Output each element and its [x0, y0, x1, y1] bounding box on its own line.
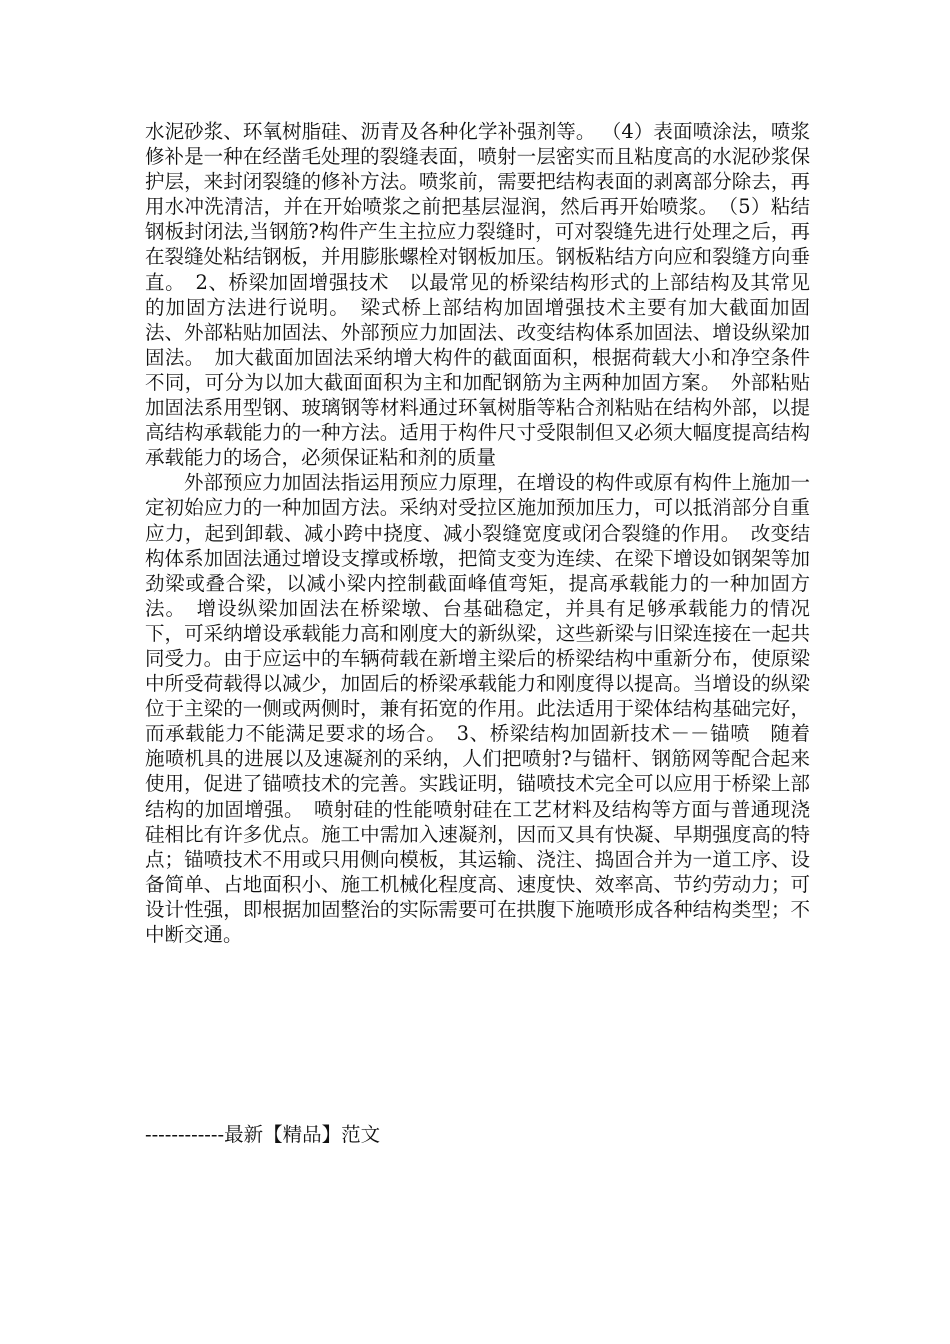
document-body — [145, 119, 810, 947]
footer-text: ------------最新【精品】范文 — [145, 1123, 381, 1146]
paragraph-1: 水泥砂浆、环氧树脂硅、沥青及各种化学补强剂等。 （4）表面喷涂法，喷浆修补是一种在经凿毛处理的裂缝表面，喷射一层密实而且粘度高的水泥砂浆保护层，来封闭裂缝的修补方法。喷浆前，需要把结构表面的剥离部分除去，再用水冲洗清洁，并在开始喷浆之前把基层湿润，然后再开始喷浆。 （5）粘结钢板封闭法,当钢筋?构件产生主拉应力裂缝时，可对裂缝先进行处理之后，再在裂缝处粘结钢板，并用膨胀螺栓对钢板加压。钢板粘结方向应和裂缝方向垂直。 2、桥梁加固增强技术 以最常见的桥梁结构形式的上部结构及其常见的加固方法进行说明。 梁式桥上部结构加固增强技术主要有加大截面加固法、外部粘贴加固法、外部预应力加固法、改变结构体系加固法、增设纵梁加固法。 加大截面加固法采纳增大构件的截面面积，根据荷载大小和净空条件不同，可分为以加大截面面积为主和加配钢筋为主两种加固方案。 外部粘贴加固法系用型钢、玻璃钢等材料通过环氧树脂等粘合剂粘贴在结构外部，以提高结构承载能力的一种方法。适用于构件尺寸受限制但又必须大幅度提高结构承载能力的场合，必须保证粘和剂的质量 — [145, 120, 810, 470]
paragraph-2: 外部预应力加固法指运用预应力原理，在增设的构件或原有构件上施加一定初始应力的一种加固方法。采纳对受拉区施加预加压力，可以抵消部分自重应力，起到卸载、减小跨中挠度、减小裂缝宽度或闭合裂缝的作用。 改变结构体系加固法通过增设支撑或桥墩，把简支变为连续、在梁下增设如钢架等加劲梁或叠合梁，以减小梁内控制截面峰值弯矩，提高承载能力的一种加固方法。 增设纵梁加固法在桥梁墩、台基础稳定，并具有足够承载能力的情况下，可采纳增设承载能力高和刚度大的新纵梁，这些新梁与旧梁连接在一起共同受力。由于应运中的车辆荷载在新增主梁后的桥梁结构中重新分布，使原梁中所受荷载得以减少，加固后的桥梁承载能力和刚度得以提高。当增设的纵梁位于主梁的一侧或两侧时，兼有拓宽的作用。此法适用于梁体结构基础完好，而承载能力不能满足要求的场合。 3、桥梁结构加固新技术－－锚喷 随着施喷机具的进展以及速凝剂的采纳，人们把喷射?与锚杆、钢筋网等配合起来使用，促进了锚喷技术的完善。实践证明，锚喷技术完全可以应用于桥梁上部结构的加固增强。 喷射硅的性能喷射硅在工艺材料及结构等方面与普通现浇硅相比有许多优点。施工中需加入速凝剂，因而又具有快凝、早期强度高的特点；锚喷技术不用或只用侧向模板，其运输、浇注、捣固合并为一道工序、设备简单、占地面积小、施工机械化程度高、速度快、效率高、节约劳动力；可设计性强，即根据加固整治的实际需要可在拱腹下施喷形成各种结构类型；不中断交通。 — [145, 471, 810, 946]
